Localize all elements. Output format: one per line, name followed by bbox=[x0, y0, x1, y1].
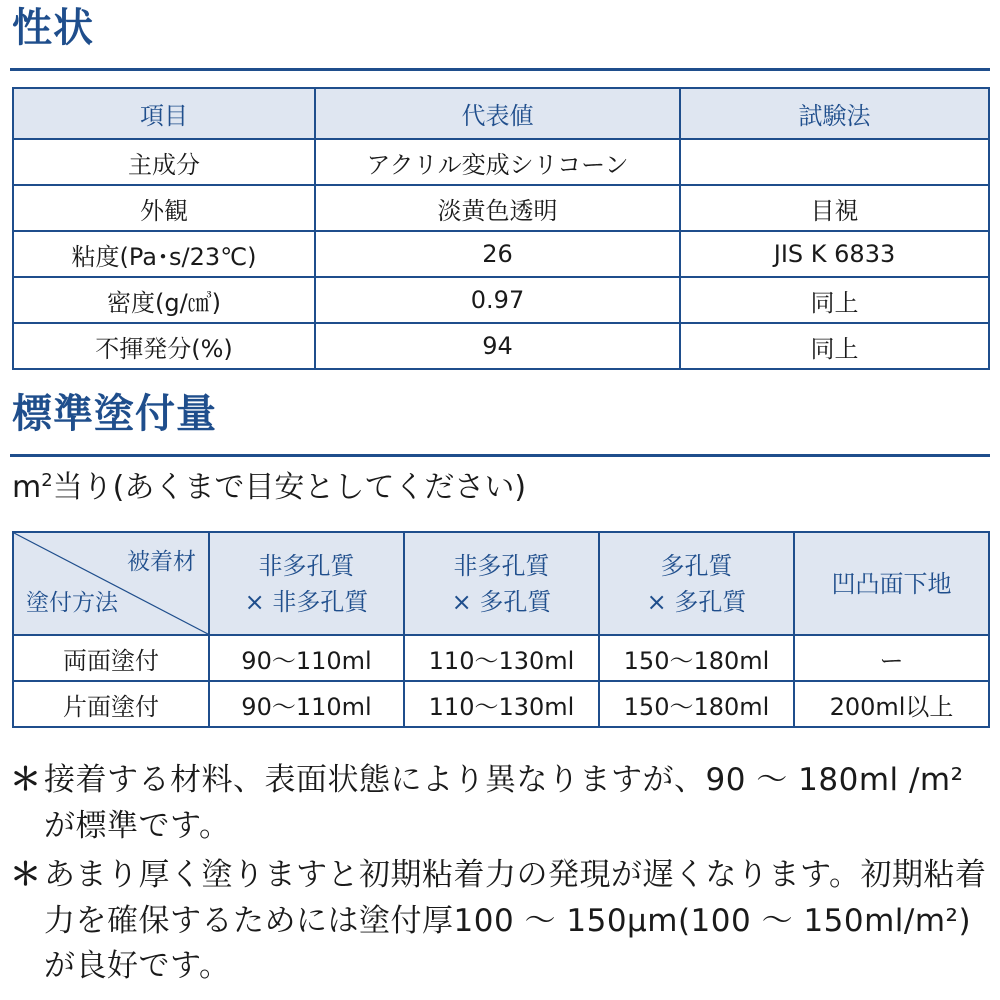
column-line1: 多孔質 bbox=[660, 551, 733, 580]
subtitle-text: 当り(あくまで目安としてください) bbox=[52, 470, 527, 505]
table-row bbox=[13, 231, 989, 277]
properties-table bbox=[12, 87, 990, 370]
column-line1: 凹凸面下地 bbox=[831, 569, 952, 598]
table-row bbox=[13, 323, 989, 369]
properties-title-rule bbox=[10, 68, 990, 71]
column-line1: 非多孔質 bbox=[453, 551, 550, 580]
properties-title: 性状 bbox=[12, 5, 94, 51]
coverage-value: 200ml以上 bbox=[794, 681, 989, 727]
property-name: 密度(g/㎤) bbox=[13, 277, 315, 323]
coverage-value: 110〜130ml bbox=[404, 681, 599, 727]
coverage-header-column bbox=[599, 532, 794, 635]
property-name: 主成分 bbox=[13, 139, 315, 185]
coverage-header-column bbox=[404, 532, 599, 635]
properties-header-row bbox=[13, 88, 989, 139]
property-test-method: 目視 bbox=[680, 185, 989, 231]
column-line2: × 多孔質 bbox=[646, 587, 747, 616]
corner-label-method: 塗付方法 bbox=[26, 589, 118, 616]
property-test-method: 同上 bbox=[680, 323, 989, 369]
coverage-method: 両面塗付 bbox=[13, 635, 209, 681]
table-row bbox=[13, 277, 989, 323]
notes-list bbox=[10, 758, 995, 990]
property-name: 外観 bbox=[13, 185, 315, 231]
corner-label-substrate: 被着材 bbox=[127, 549, 196, 575]
property-value: アクリル変成シリコーン bbox=[315, 139, 680, 185]
note-text: あまり厚く塗りますと初期粘着力の発現が遅くなります。初期粘着力を確保するためには塗付厚100 〜 150μm(100 〜 150ml/m²)が良好です。 bbox=[44, 857, 987, 985]
property-value: 26 bbox=[315, 231, 680, 277]
table-row bbox=[13, 681, 989, 727]
property-name: 粘度(Pa･s/23℃) bbox=[13, 231, 315, 277]
table-row bbox=[13, 635, 989, 681]
subtitle-unit: m bbox=[12, 470, 42, 505]
coverage-title-rule bbox=[10, 454, 990, 457]
property-value: 淡黄色透明 bbox=[315, 185, 680, 231]
table-row bbox=[13, 185, 989, 231]
column-line2: × 多孔質 bbox=[451, 587, 552, 616]
note-text: 接着する材料、表面状態により異なりますが、90 〜 180ml /m²が標準です。 bbox=[44, 762, 964, 844]
coverage-title: 標準塗付量 bbox=[12, 391, 217, 437]
properties-header-test-method: 試験法 bbox=[680, 88, 989, 139]
asterisk-icon: ＊ bbox=[10, 857, 42, 894]
list-item bbox=[10, 853, 995, 990]
coverage-value: 110〜130ml bbox=[404, 635, 599, 681]
coverage-header-row bbox=[13, 532, 989, 635]
coverage-header-column bbox=[794, 532, 989, 635]
coverage-value: ー bbox=[794, 635, 989, 681]
properties-header-value: 代表値 bbox=[315, 88, 680, 139]
property-test-method: JIS K 6833 bbox=[680, 231, 989, 277]
asterisk-icon: ＊ bbox=[10, 762, 42, 798]
coverage-subtitle bbox=[12, 470, 526, 506]
property-value: 0.97 bbox=[315, 277, 680, 323]
property-test-method: 同上 bbox=[680, 277, 989, 323]
coverage-value: 90〜110ml bbox=[209, 635, 404, 681]
property-name: 不揮発分(%) bbox=[13, 323, 315, 369]
coverage-method: 片面塗付 bbox=[13, 681, 209, 727]
list-item bbox=[10, 758, 995, 849]
coverage-corner-cell bbox=[13, 532, 209, 635]
property-value: 94 bbox=[315, 323, 680, 369]
subtitle-unit-exponent: 2 bbox=[41, 470, 53, 491]
properties-header-item: 項目 bbox=[13, 88, 315, 139]
coverage-value: 90〜110ml bbox=[209, 681, 404, 727]
column-line2: × 非多孔質 bbox=[244, 587, 369, 616]
coverage-header-column bbox=[209, 532, 404, 635]
coverage-value: 150〜180ml bbox=[599, 681, 794, 727]
column-line1: 非多孔質 bbox=[258, 551, 355, 580]
table-row bbox=[13, 139, 989, 185]
property-test-method bbox=[680, 139, 989, 185]
coverage-table bbox=[12, 531, 990, 728]
coverage-value: 150〜180ml bbox=[599, 635, 794, 681]
